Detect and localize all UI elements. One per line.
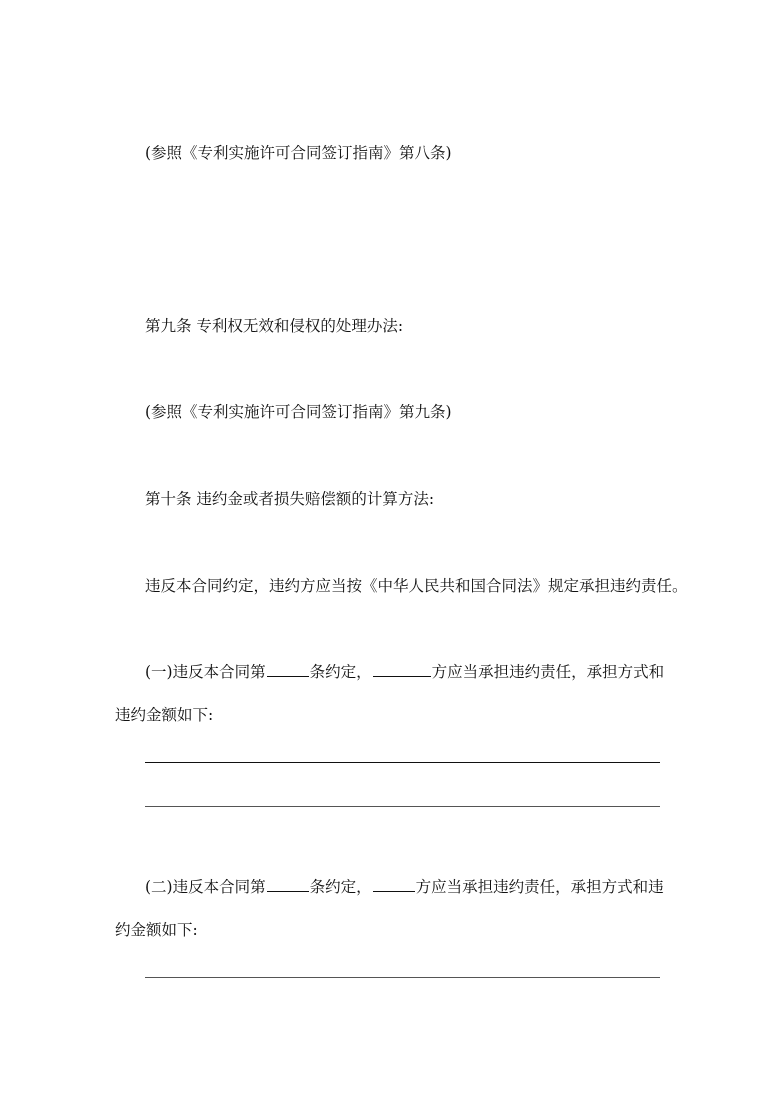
reference-article-9: (参照《专利实施许可合同签订指南》第九条) [145, 403, 452, 421]
clause-2-continuation: 约金额如下: [115, 921, 198, 939]
clause-2-answer-line-1[interactable] [145, 977, 660, 978]
clause-1 [145, 661, 664, 682]
clause-1-answer-line-1[interactable] [145, 762, 660, 763]
article-9-heading: 第九条 专利权无效和侵权的处理办法: [145, 317, 404, 335]
clause-1-continuation: 违约金额如下: [115, 706, 214, 724]
clause-2-suffix: 方应当承担违约责任，承担方式和违 [415, 878, 664, 896]
clause-2 [145, 876, 664, 897]
clause-2-party-blank[interactable] [373, 876, 415, 892]
clause-1-prefix: (一)违反本合同第 [145, 663, 266, 681]
clause-2-prefix: (二)违反本合同第 [145, 878, 266, 896]
clause-1-middle: 条约定， [309, 663, 372, 681]
clause-1-answer-line-2[interactable] [145, 806, 660, 807]
article-10-heading: 第十条 违约金或者损失赔偿额的计算方法: [145, 490, 435, 508]
reference-article-8: (参照《专利实施许可合同签订指南》第八条) [145, 144, 452, 162]
breach-statement: 违反本合同约定，违约方应当按《中华人民共和国合同法》规定承担违约责任。 [145, 577, 688, 595]
clause-2-middle: 条约定， [309, 878, 372, 896]
clause-1-article-number-blank[interactable] [267, 661, 309, 677]
clause-2-article-number-blank[interactable] [267, 876, 309, 892]
clause-1-party-blank[interactable] [373, 661, 431, 677]
clause-1-suffix: 方应当承担违约责任，承担方式和 [431, 663, 665, 681]
